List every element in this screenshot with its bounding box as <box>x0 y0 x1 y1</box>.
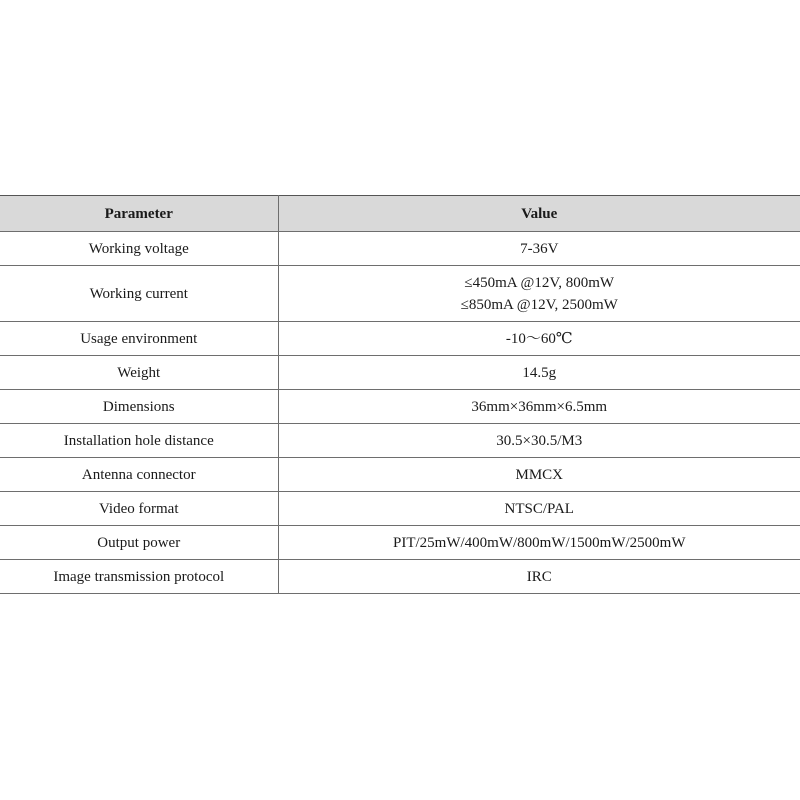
value-text: IRC <box>526 568 552 585</box>
table-row <box>0 458 800 492</box>
value-cell <box>278 232 800 266</box>
value-cell <box>278 492 800 526</box>
parameter-cell: Antenna connector <box>0 458 278 492</box>
value-cell <box>278 526 800 560</box>
value-text: 14.5g <box>522 364 557 381</box>
value-text: PIT/25mW/400mW/800mW/1500mW/2500mW <box>393 534 686 551</box>
value-text: NTSC/PAL <box>504 500 574 517</box>
value-text: -10～60℃ <box>505 330 573 347</box>
parameter-cell: Video format <box>0 492 278 526</box>
value-text: ≤850mA @12V, 2500mW <box>460 296 618 313</box>
table-row <box>0 492 800 526</box>
parameter-cell: Dimensions <box>0 390 278 424</box>
parameter-cell: Image transmission protocol <box>0 560 278 594</box>
table-row <box>0 526 800 560</box>
value-cell <box>278 560 800 594</box>
value-cell <box>278 424 800 458</box>
value-cell <box>278 322 800 356</box>
parameter-cell: Output power <box>0 526 278 560</box>
table-row <box>0 356 800 390</box>
table-row <box>0 424 800 458</box>
header-parameter: Parameter <box>0 196 278 232</box>
value-text: 30.5×30.5/M3 <box>496 432 583 449</box>
table-row <box>0 322 800 356</box>
spec-table <box>0 195 800 594</box>
parameter-cell: Weight <box>0 356 278 390</box>
parameter-cell: Installation hole distance <box>0 424 278 458</box>
parameter-cell: Working voltage <box>0 232 278 266</box>
parameter-cell: Working current <box>0 266 278 322</box>
table-row <box>0 266 800 322</box>
value-text: ≤450mA @12V, 800mW <box>464 274 615 291</box>
header-value: Value <box>278 196 800 232</box>
table-row <box>0 390 800 424</box>
value-cell <box>278 458 800 492</box>
value-cell <box>278 356 800 390</box>
value-text: 36mm×36mm×6.5mm <box>471 398 608 415</box>
table-row <box>0 560 800 594</box>
value-text: 7-36V <box>520 240 559 257</box>
value-text: MMCX <box>515 466 563 483</box>
table-header-row <box>0 196 800 232</box>
value-cell <box>278 266 800 322</box>
value-cell <box>278 390 800 424</box>
table-row <box>0 232 800 266</box>
parameter-cell: Usage environment <box>0 322 278 356</box>
